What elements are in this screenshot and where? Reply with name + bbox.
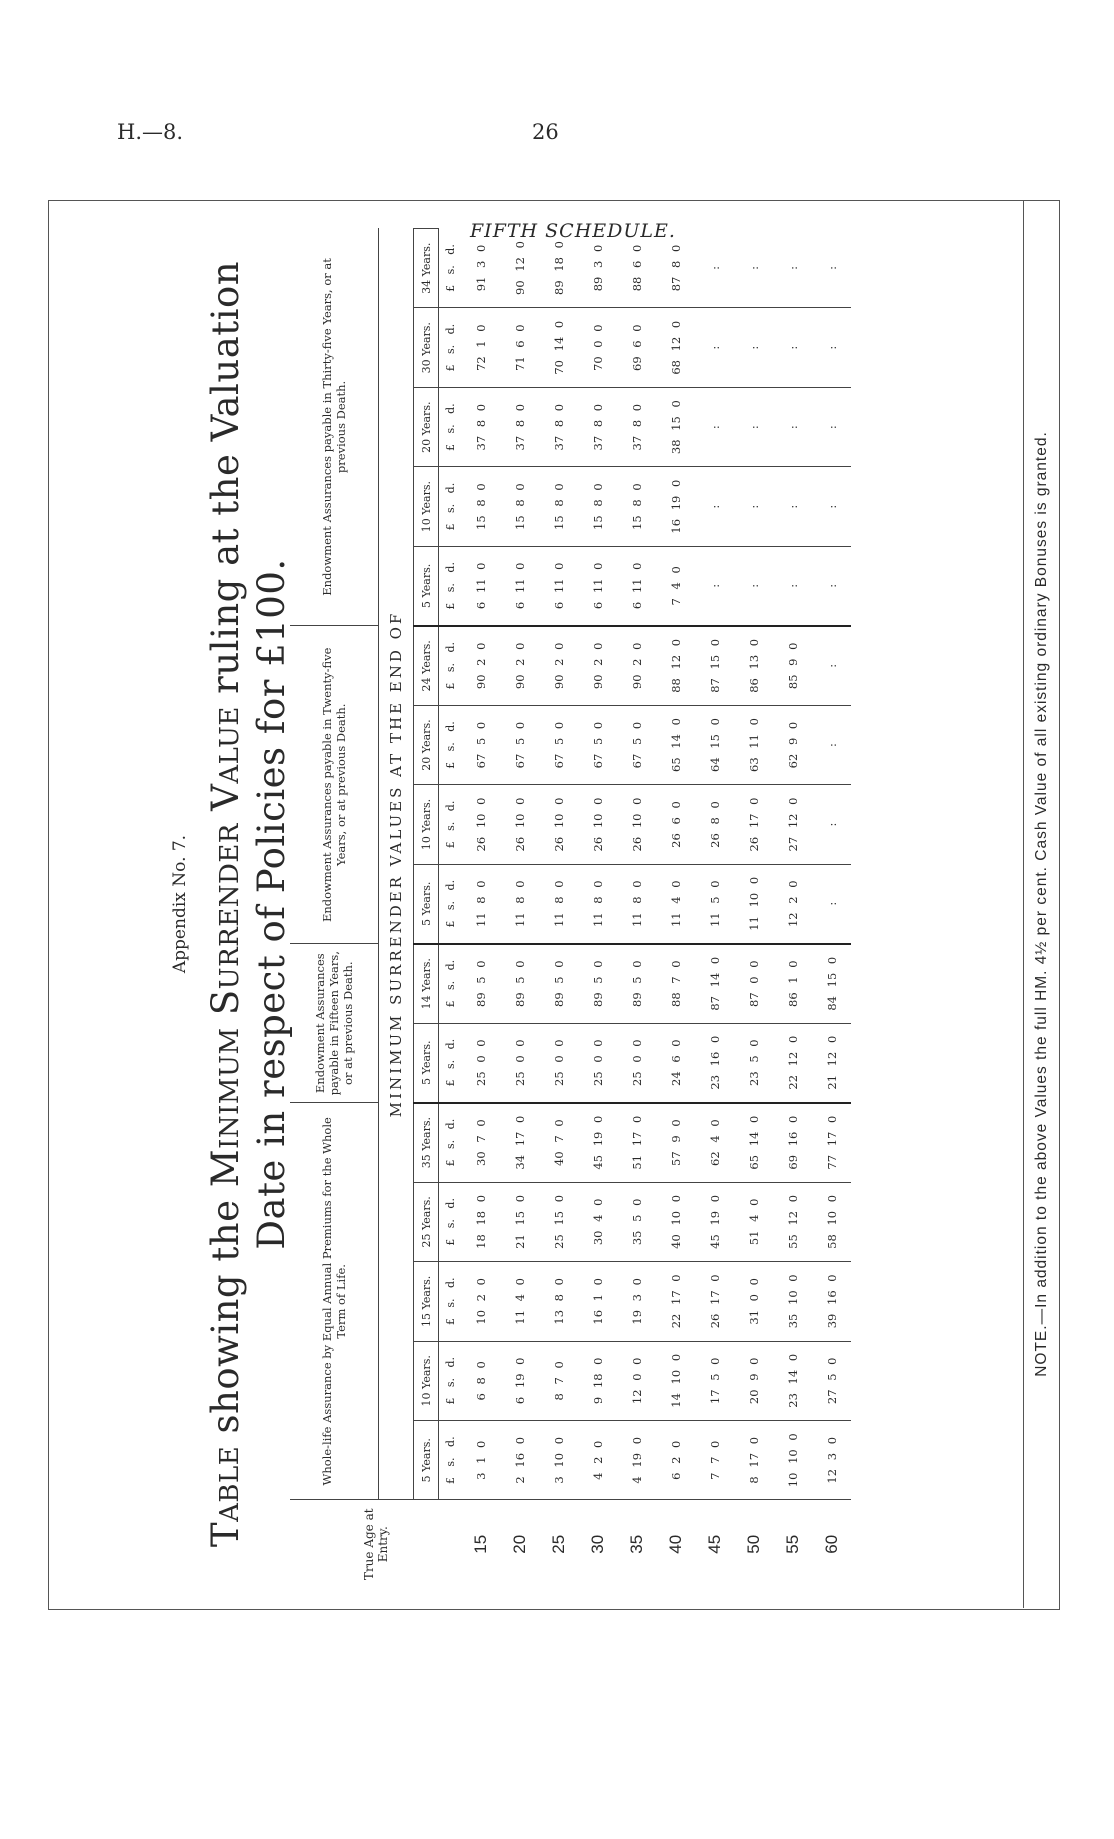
value-cell: 6 11 0 xyxy=(617,546,656,625)
value-cell: 30 4 0 xyxy=(578,1182,617,1261)
page-ref: H.—8. xyxy=(117,120,184,144)
value-cell: : xyxy=(812,785,851,864)
value-cell: 22 12 0 xyxy=(773,1023,812,1102)
value-cell: 85 9 0 xyxy=(773,626,812,705)
units-label: £ s. d. xyxy=(443,244,457,292)
value-cell: : xyxy=(785,266,800,270)
value-cell: 38 15 0 xyxy=(656,387,695,466)
title-showing: showing the xyxy=(204,1199,247,1434)
units-label: £ s. d. xyxy=(439,626,462,705)
value-cell: : xyxy=(812,864,851,943)
value-cell: : xyxy=(824,266,839,270)
value-cell: 26 17 0 xyxy=(695,1262,734,1341)
value-cell: 26 10 0 xyxy=(500,785,539,864)
value-cell: 12 2 0 xyxy=(773,864,812,943)
value-cell: 27 12 0 xyxy=(773,785,812,864)
value-cell: 89 5 0 xyxy=(461,944,500,1023)
value-cell: 35 10 0 xyxy=(773,1262,812,1341)
age-cell: 40 xyxy=(656,1500,695,1588)
units-label: £ s. d. xyxy=(439,308,462,387)
value-cell: 89 5 0 xyxy=(578,944,617,1023)
age-cell: 55 xyxy=(773,1500,812,1588)
value-cell: 90 2 0 xyxy=(617,626,656,705)
page-number: 26 xyxy=(532,120,559,144)
units-label: £ s. d. xyxy=(439,467,462,546)
units-label: £ s. d. xyxy=(439,1262,462,1341)
value-cell: : xyxy=(695,467,734,546)
group-endowment-35: Endowment Assurances payable in Thirty-five Years, or at previous Death. xyxy=(290,229,379,626)
value-cell: 90 2 0 xyxy=(539,626,578,705)
group-endowment-15: Endowment Assurances payable in Fifteen Years, or at previous Death. xyxy=(290,944,379,1103)
value-cell: 23 14 0 xyxy=(773,1341,812,1420)
table-body xyxy=(461,229,851,1589)
value-cell: 9 18 0 xyxy=(578,1341,617,1420)
value-cell: 62 9 0 xyxy=(773,705,812,784)
note-divider xyxy=(1023,200,1024,1608)
value-cell: 87 8 0 xyxy=(668,244,683,292)
value-cell: : xyxy=(812,546,851,625)
year-header: 25 Years. xyxy=(414,1182,439,1261)
units-label: £ s. d. xyxy=(439,1182,462,1261)
table-row xyxy=(578,229,617,1589)
year-header: 24 Years. xyxy=(414,626,439,705)
value-cell: 88 12 0 xyxy=(656,626,695,705)
value-cell: 40 10 0 xyxy=(656,1182,695,1261)
year-header: 10 Years. xyxy=(414,467,439,546)
value-cell: 23 5 0 xyxy=(734,1023,773,1102)
value-cell: 31 0 0 xyxy=(734,1262,773,1341)
value-cell: 86 1 0 xyxy=(773,944,812,1023)
value-cell: 25 0 0 xyxy=(539,1023,578,1102)
year-header: 10 Years. xyxy=(414,1341,439,1420)
value-cell: 25 0 0 xyxy=(617,1023,656,1102)
value-cell: : xyxy=(734,467,773,546)
table-row xyxy=(539,229,578,1589)
table-row xyxy=(773,229,812,1589)
age-cell: 25 xyxy=(539,1500,578,1588)
value-cell: : xyxy=(695,387,734,466)
value-cell: 40 7 0 xyxy=(539,1103,578,1182)
rotated-table-canvas xyxy=(48,200,1060,1608)
value-cell: 87 14 0 xyxy=(695,944,734,1023)
value-cell: 12 0 0 xyxy=(617,1341,656,1420)
value-cell: : xyxy=(812,626,851,705)
value-cell: 11 8 0 xyxy=(617,864,656,943)
value-cell: 37 8 0 xyxy=(578,387,617,466)
value-cell: 10 2 0 xyxy=(461,1262,500,1341)
value-cell: 89 5 0 xyxy=(617,944,656,1023)
table-title xyxy=(203,200,295,1608)
value-cell: 10 10 0 xyxy=(773,1421,812,1500)
value-cell: 13 8 0 xyxy=(539,1262,578,1341)
year-header: 30 Years. xyxy=(414,308,439,387)
value-cell: 11 5 0 xyxy=(695,864,734,943)
value-cell: 63 11 0 xyxy=(734,705,773,784)
super-header-row xyxy=(379,229,414,1589)
year-header: 5 Years. xyxy=(414,1421,439,1500)
value-cell: 91 3 0 xyxy=(473,244,488,292)
value-cell: : xyxy=(773,546,812,625)
group-endowment-25: Endowment Assurances payable in Twenty-five Years, or at previous Death. xyxy=(290,626,379,944)
value-cell: 6 19 0 xyxy=(500,1341,539,1420)
value-cell: 11 8 0 xyxy=(578,864,617,943)
year-header: 14 Years. xyxy=(414,944,439,1023)
value-cell: 4 19 0 xyxy=(617,1421,656,1500)
table-row xyxy=(812,229,851,1589)
age-cell: 60 xyxy=(812,1500,851,1588)
units-label: £ s. d. xyxy=(439,1341,462,1420)
value-cell: 14 10 0 xyxy=(656,1341,695,1420)
age-header: True Age at Entry. xyxy=(290,1500,461,1588)
value-cell: 45 19 0 xyxy=(578,1103,617,1182)
value-cell: 15 8 0 xyxy=(539,467,578,546)
value-cell: 86 13 0 xyxy=(734,626,773,705)
value-cell: 25 15 0 xyxy=(539,1182,578,1261)
value-cell: 71 6 0 xyxy=(500,308,539,387)
value-cell: 68 12 0 xyxy=(656,308,695,387)
value-cell: 24 6 0 xyxy=(656,1023,695,1102)
units-row xyxy=(439,229,462,1589)
value-cell: 34 17 0 xyxy=(500,1103,539,1182)
table-row xyxy=(617,229,656,1589)
value-cell: : xyxy=(734,546,773,625)
value-cell: 2 16 0 xyxy=(500,1421,539,1500)
units-label: £ s. d. xyxy=(439,705,462,784)
value-cell: : xyxy=(812,467,851,546)
value-cell: 70 0 0 xyxy=(578,308,617,387)
year-header: 15 Years. xyxy=(414,1262,439,1341)
value-cell: 21 15 0 xyxy=(500,1182,539,1261)
value-cell: 87 0 0 xyxy=(734,944,773,1023)
value-cell: 21 12 0 xyxy=(812,1023,851,1102)
age-cell: 35 xyxy=(617,1500,656,1588)
value-cell: 6 11 0 xyxy=(500,546,539,625)
value-cell: 4 2 0 xyxy=(578,1421,617,1500)
value-cell: 25 0 0 xyxy=(500,1023,539,1102)
value-cell: 18 18 0 xyxy=(461,1182,500,1261)
value-cell: : xyxy=(695,308,734,387)
value-cell: 15 8 0 xyxy=(461,467,500,546)
value-cell: 35 5 0 xyxy=(617,1182,656,1261)
value-cell: 17 5 0 xyxy=(695,1341,734,1420)
value-cell: 20 9 0 xyxy=(734,1341,773,1420)
value-cell: 11 8 0 xyxy=(539,864,578,943)
value-cell: 69 6 0 xyxy=(617,308,656,387)
year-header: 35 Years. xyxy=(414,1103,439,1182)
value-cell: 6 11 0 xyxy=(578,546,617,625)
value-cell: 55 12 0 xyxy=(773,1182,812,1261)
value-cell: 12 3 0 xyxy=(812,1421,851,1500)
age-cell: 20 xyxy=(500,1500,539,1588)
value-cell: 89 5 0 xyxy=(539,944,578,1023)
value-cell: 23 16 0 xyxy=(695,1023,734,1102)
table-row xyxy=(695,229,734,1589)
table-row xyxy=(461,229,500,1589)
year-header: 5 Years. xyxy=(414,546,439,625)
value-cell: 39 16 0 xyxy=(812,1262,851,1341)
year-header: 34 Years. xyxy=(414,229,439,308)
value-cell: 3 1 0 xyxy=(461,1421,500,1500)
value-cell: 26 17 0 xyxy=(734,785,773,864)
value-cell: 37 8 0 xyxy=(461,387,500,466)
value-cell: 11 10 0 xyxy=(734,864,773,943)
value-cell: : xyxy=(746,266,761,270)
table-row xyxy=(500,229,539,1589)
units-label: £ s. d. xyxy=(439,546,462,625)
title-rest: ruling at the Valuation xyxy=(204,260,247,694)
value-cell: : xyxy=(773,467,812,546)
value-cell: 8 7 0 xyxy=(539,1341,578,1420)
year-header: 10 Years. xyxy=(414,785,439,864)
value-cell: 27 5 0 xyxy=(812,1341,851,1420)
value-cell: 15 8 0 xyxy=(500,467,539,546)
value-cell: 7 7 0 xyxy=(695,1421,734,1500)
minimum-surrender-header: MINIMUM SURRENDER VALUES AT THE END OF xyxy=(379,229,414,1501)
value-cell: 88 7 0 xyxy=(656,944,695,1023)
value-cell: 89 5 0 xyxy=(500,944,539,1023)
value-cell: 90 2 0 xyxy=(500,626,539,705)
value-cell: 3 10 0 xyxy=(539,1421,578,1500)
title-line2: Date in respect of Policies for £100. xyxy=(250,558,293,1250)
value-cell: 65 14 0 xyxy=(734,1103,773,1182)
table-row xyxy=(656,229,695,1589)
value-cell: 67 5 0 xyxy=(617,705,656,784)
value-cell: 90 2 0 xyxy=(461,626,500,705)
value-cell: 67 5 0 xyxy=(539,705,578,784)
value-cell: 57 9 0 xyxy=(656,1103,695,1182)
value-cell: 11 8 0 xyxy=(500,864,539,943)
value-cell: 7 4 0 xyxy=(656,546,695,625)
value-cell: 70 14 0 xyxy=(539,308,578,387)
value-cell: 19 3 0 xyxy=(617,1262,656,1341)
value-cell: : xyxy=(812,387,851,466)
year-header: 5 Years. xyxy=(414,1023,439,1102)
units-label: £ s. d. xyxy=(439,1023,462,1102)
value-cell: 16 19 0 xyxy=(656,467,695,546)
title-mid: Minimum Surrender Value xyxy=(204,706,247,1188)
surrender-value-table xyxy=(290,228,851,1588)
value-cell: 6 8 0 xyxy=(461,1341,500,1420)
age-cell: 50 xyxy=(734,1500,773,1588)
value-cell: : xyxy=(812,308,851,387)
value-cell: 90 12 0 xyxy=(512,241,527,295)
value-cell: 84 15 0 xyxy=(812,944,851,1023)
value-cell: 22 17 0 xyxy=(656,1262,695,1341)
units-label: £ s. d. xyxy=(439,785,462,864)
footnote: NOTE.—In addition to the above Values the full HM. 4½ per cent. Cash Value of all existing ordinary Bonuses is granted. xyxy=(1033,431,1050,1377)
units-label: £ s. d. xyxy=(439,864,462,943)
group-header-row xyxy=(290,229,379,1589)
value-cell: 8 17 0 xyxy=(734,1421,773,1500)
table-row xyxy=(734,229,773,1589)
value-cell: 11 4 0 xyxy=(656,864,695,943)
value-cell: : xyxy=(812,705,851,784)
value-cell: 37 8 0 xyxy=(617,387,656,466)
value-cell: 26 10 0 xyxy=(461,785,500,864)
units-label: £ s. d. xyxy=(439,387,462,466)
value-cell: 89 3 0 xyxy=(590,244,605,292)
value-cell: : xyxy=(695,546,734,625)
value-cell: : xyxy=(734,387,773,466)
value-cell: 6 11 0 xyxy=(461,546,500,625)
year-header: 20 Years. xyxy=(414,387,439,466)
value-cell: 77 17 0 xyxy=(812,1103,851,1182)
value-cell: 16 1 0 xyxy=(578,1262,617,1341)
value-cell: 88 6 0 xyxy=(629,244,644,292)
value-cell: 89 18 0 xyxy=(551,241,566,295)
value-cell: 15 8 0 xyxy=(617,467,656,546)
value-cell: 65 14 0 xyxy=(656,705,695,784)
value-cell: 45 19 0 xyxy=(695,1182,734,1261)
value-cell: 72 1 0 xyxy=(461,308,500,387)
value-cell: 67 5 0 xyxy=(578,705,617,784)
age-cell: 15 xyxy=(461,1500,500,1588)
value-cell: 51 17 0 xyxy=(617,1103,656,1182)
age-cell: 30 xyxy=(578,1500,617,1588)
title-prefix: Table xyxy=(204,1445,247,1548)
value-cell: 26 10 0 xyxy=(539,785,578,864)
value-cell: 64 15 0 xyxy=(695,705,734,784)
value-cell: 30 7 0 xyxy=(461,1103,500,1182)
value-cell: 69 16 0 xyxy=(773,1103,812,1182)
value-cell: 6 2 0 xyxy=(656,1421,695,1500)
value-cell: 58 10 0 xyxy=(812,1182,851,1261)
value-cell: 25 0 0 xyxy=(578,1023,617,1102)
value-cell: : xyxy=(773,387,812,466)
value-cell: : xyxy=(734,308,773,387)
appendix-label: Appendix No. 7. xyxy=(170,834,190,974)
value-cell: 87 15 0 xyxy=(695,626,734,705)
value-cell: 11 4 0 xyxy=(500,1262,539,1341)
value-cell: 67 5 0 xyxy=(500,705,539,784)
value-cell: 37 8 0 xyxy=(539,387,578,466)
value-cell: 51 4 0 xyxy=(734,1182,773,1261)
value-cell: 11 8 0 xyxy=(461,864,500,943)
value-cell: 15 8 0 xyxy=(578,467,617,546)
year-header: 20 Years. xyxy=(414,705,439,784)
value-cell: : xyxy=(707,266,722,270)
years-header-row xyxy=(414,229,439,1589)
age-cell: 45 xyxy=(695,1500,734,1588)
value-cell: 6 11 0 xyxy=(539,546,578,625)
units-label: £ s. d. xyxy=(439,1421,462,1500)
group-whole-life: Whole-life Assurance by Equal Annual Premiums for the Whole Term of Life. xyxy=(290,1103,379,1500)
value-cell: 37 8 0 xyxy=(500,387,539,466)
year-header: 5 Years. xyxy=(414,864,439,943)
value-cell: : xyxy=(773,308,812,387)
value-cell: 25 0 0 xyxy=(461,1023,500,1102)
units-label: £ s. d. xyxy=(439,1103,462,1182)
value-cell: 62 4 0 xyxy=(695,1103,734,1182)
value-cell: 26 10 0 xyxy=(617,785,656,864)
value-cell: 90 2 0 xyxy=(578,626,617,705)
units-label: £ s. d. xyxy=(439,944,462,1023)
value-cell: 67 5 0 xyxy=(461,705,500,784)
value-cell: 26 10 0 xyxy=(578,785,617,864)
schedule-heading: FIFTH SCHEDULE. xyxy=(470,220,676,242)
value-cell: 26 6 0 xyxy=(656,785,695,864)
value-cell: 26 8 0 xyxy=(695,785,734,864)
